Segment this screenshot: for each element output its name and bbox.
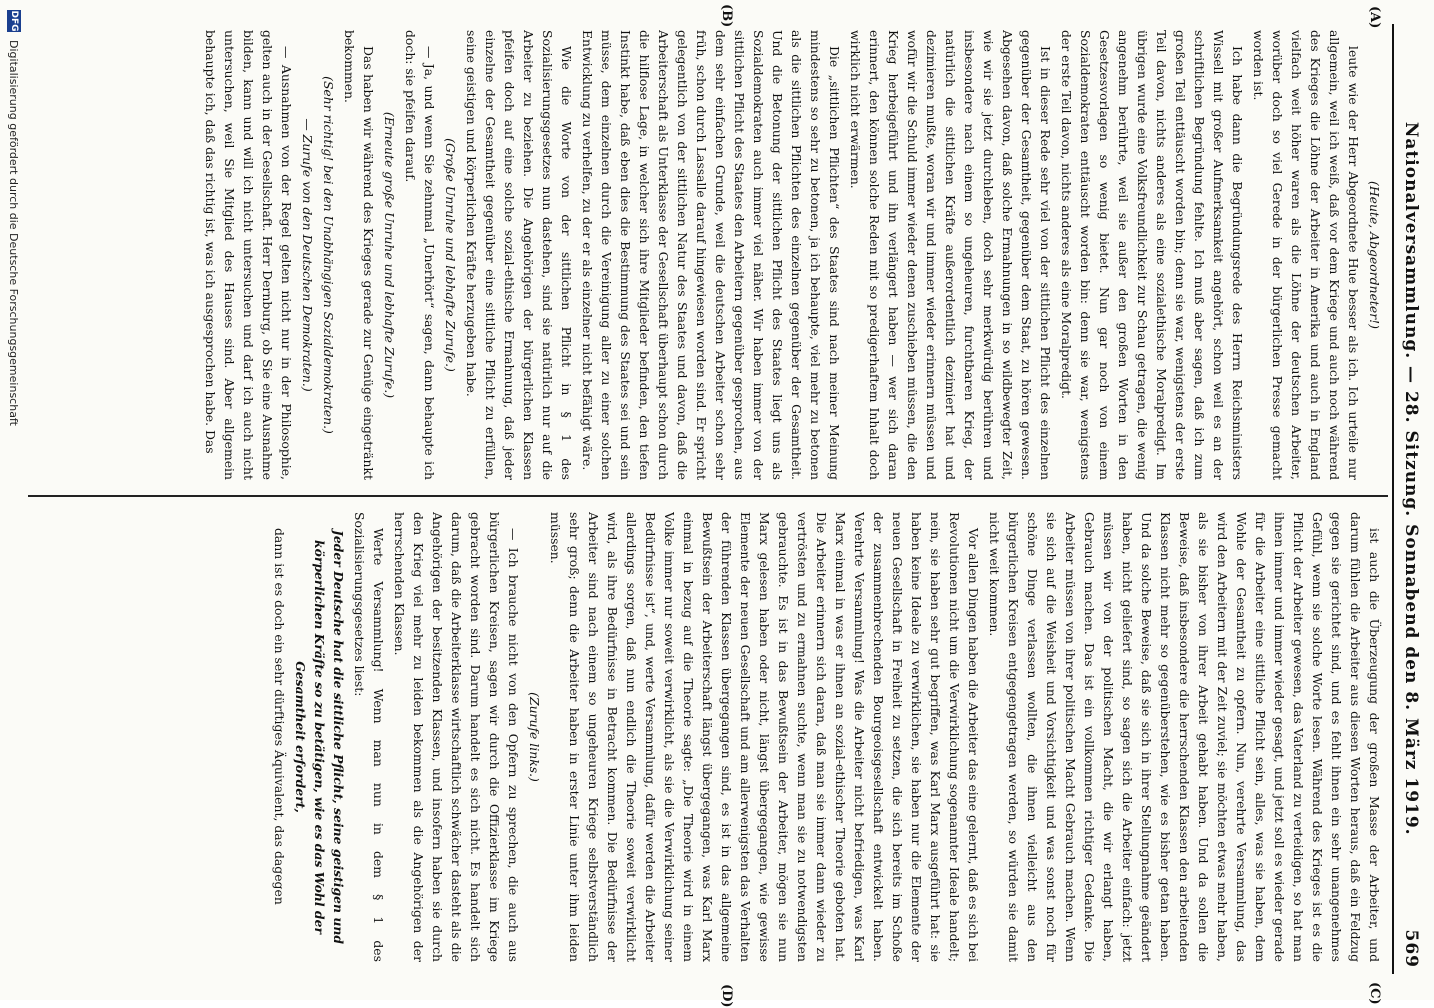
interjection: (Zurufe links.) — [527, 692, 542, 782]
margin-label-c: (C) — [1367, 982, 1382, 1005]
page-header — [1396, 28, 1426, 968]
paragraph: — Ausnahmen von der Regel gelten nicht nur in der Philosophie, gelten auch in der Gesellschaft. Herr Dernburg, ob Sie eine Ausnahme bilden, kann und will ich nicht untersuchen und darf ich auch nicht untersuchen, weil Sie Mitglied des Hauses sind. Aber allgemein behaupte ich, daß das richtig ist, was ich ausgesprochen habe. Das — [203, 30, 294, 480]
credit-text: Digitalisierung gefördert durch die Deutsche Forschungsgemeinschaft — [7, 40, 21, 426]
margin-label-a: (A) — [1367, 6, 1382, 29]
paragraph: Das haben wir während des Krieges gerade zur Genüge eingetränkt bekommen. — [342, 30, 376, 480]
paragraph: ist auch die Überzeugung der großen Masse der Arbeiter, und darum fühlen die Arbeiter aus diesen Worten heraus, daß ein Feldzug gegen sie gerichtet sind, und es fehlt ihnen ein sehr unangenehmes Gefühl, wenn sie solche Worte lesen. Während des Krieges ist es die Pflicht der Arbeiter gewesen, das Vaterland zu verteidigen, so hat man ihnen immer und immer wieder gesagt, und jetzt soll es wieder gerade für die Arbeiter eine sittliche Pflicht sein, alles, was sie haben, dem Wohle der Gesamtheit zu opfern. Nun, verehrte Versammlung, das wird den Arbeitern mit der Zeit zuviel; sie möchten etwas mehr haben, als sie bisher von ihrer Arbeit gehabt haben. Und da sollen die Beweise, daß insbesondere die herrschenden Klassen den arbeitenden Klassen nicht mehr so gegenüberstehen, wie es bisher getan haben. Und da solche Beweise, daß sie sich in ihrer Stellungnahme geändert haben, nicht geliefert sind, so sagen sich die Arbeiter einfach: jetzt müssen wir von der politischen Macht, die wir erlangt haben, Gebrauch machen. Das ist ein vollkommen richtiger Gedanke. Die Arbeiter müssen von ihrer politischen Macht Gebrauch machen. Wenn sie sich auf die Weisheit und Vorsichtigkeit und was sonst noch für schöne Dinge verlassen wollten, die ihnen vielleicht aus den bürgerlichen Kreisen entgegengetragen werden, so würden sie damit nicht weit kommen. — [987, 512, 1382, 962]
header-rule — [1392, 24, 1394, 974]
paragraph: leute wie der Herr Abgeordnete Hue besser als ich. Ich urteile nur allgemein, weil ich weiß, daß vor dem Kriege und auch noch während des Krieges die Löhne der Arbeiter in Amerika und auch in England vielfach weit höher waren als die Löhne der deutschen Arbeiter, worüber doch so viel Gerede in der bürgerlichen Presse gemacht worden ist. — [1251, 30, 1361, 480]
page-number: 569 — [1401, 929, 1421, 968]
paragraph: (Heute, Abgeordneter!) — [1367, 181, 1382, 329]
paragraph: Ist in dieser Rede sehr viel von der sittlichen Pflicht des einzelnen gegenüber der Gesamtheit, gegenüber dem Staat, zu hören gewesen. Abgesehen davon, daß solche Ermahnungen in so wildbewegter Zeit, wie wir sie jetzt durchleben, doch sehr merkwürdig berühren und insbesondere nach einem so ungeheuren, furchtbaren Krieg, der natürlich die sittlichen Kräfte außerordentlich dezimiert hat und dezimieren mußte, woran wir und immer wieder erinnern müssen und wofür wir die Schuld immer wieder denen zuschieben müssen, die den Krieg herbeigeführt und ihn verlängert haben — wer sich daran erinnert, den können solche Reden mit so predigerhaftem Inhalt doch wirklich nicht erwärmen. — [848, 30, 1053, 480]
paragraph: Wie die Worte von der sittlichen Pflicht in § 1 des Sozialisierungsgesetzes nun dastehen, sind sie natürlich nur auf die Arbeiter zu beziehen. Die Angehörigen der bürgerlichen Klassen pfeifen doch auf eine solche sozial-ethische Ermahnung, daß jeder einzelne der Gesamtheit gegenüber eine sittliche Pflicht zu erfüllen, seine geistigen und körperlichen Kräfte herzugeben habe. — [464, 30, 574, 480]
paragraph: Werte Versammlung! Wenn man nun in dem § 1 des Sozialisierungsgesetzes liest: — [352, 512, 386, 962]
margin-label-d: (D) — [719, 984, 734, 1008]
margin-label-b: (B) — [719, 4, 734, 28]
running-title: Nationalversammlung. — 28. Sitzung. Sonnabend den 8. März 1919. — [1401, 121, 1421, 836]
column-divider — [28, 495, 1388, 497]
paragraph: Die „sittlichen Pflichten“ des Staates sind nach meiner Meinung mindestens so sehr zu betonen, ja ich behaupte, viel mehr zu betonen als die sittlichen Pflichten des einzelnen gegenüber der Gesamtheit. Und die Betonung der sittlichen Pflicht des Staates liegt uns als Sozialdemokraten auch immer viel näher. Wir haben immer von der sittlichen Pflicht des Staates den Arbeitern gegenüber gesprochen, aus dem sehr einfachen Grunde, weil die deutschen Arbeiter schon sehr früh, schon durch Lassalle darauf hingewiesen worden sind. Er spricht gelegentlich von der sittlichen Natur des Staates und davon, daß die Arbeiterschaft als Unterklasse der Gesellschaft überhaupt schon durch die hilflose Lage, in welcher sich ihre Mitglieder befinden, den tiefen Instinkt habe, daß eben dies die Bestimmung des Staates sei und sein müsse, dem einzelnen durch die Vereinigung aller zu einer solchen Entwicklung zu verhelfen, zu der er als einzelner nicht befähigt wäre. — [580, 30, 842, 480]
digitization-credit — [0, 0, 28, 1000]
paragraph: Vor allen Dingen haben die Arbeiter das eine gelernt, daß es sich bei Revolutionen nicht um die Verwirklichung sogenannter Ideale handelt; nein, sie haben sehr gut begriffen, was Karl Marx ausgeführt hat: sie haben keine Ideale zu verwirklichen, sie haben nur die Elemente der neuen Gesellschaft in Freiheit zu setzen, die sich bereits im Schoße der zusammenbrechenden Bourgeoisgesellschaft entwickelt haben. Verehrte Versammlung! Was die Arbeiter nicht befriedigen, was Karl Marx einmal in was er ihnen an sozial-ethischer Theorie geboten hat. Die Arbeiter erinnern sich daran, daß man sie immer dann wieder zu vertrösten und zu ermahnen suchte, wenn man sie zu notwendigsten gebrauchte. Es ist in das Bewußtsein der Arbeiter, mögen sie nun Marx gelesen haben oder nicht, längst übergegangen, wie gewisse Elemente der neuen Gesellschaft und am allerwenigsten das Verhalten der führenden Klassen übergegangen sind, es ist in das allgemeine Bewußtsein der Arbeiterschaft längst übergegangen, was Karl Marx einmal in bezug auf die Theorie sagte: „Die Theorie wird in einem Volke immer nur soweit verwirklicht, als sie die Verwirklichung seiner Bedürfnisse ist“, und, werte Versammlung, dafür werden die Arbeiter allerdings sorgen, daß nun endlich die Theorie soweit verwirklicht wird, als ihre Bedürfnisse in Betracht kommen. Die Bedürfnisse der Arbeiter sind nach einem so ungeheuren Kriege selbstverständlich sehr groß; denn die Arbeiter haben in erster Linie unter ihm leiden müssen. — [548, 512, 981, 962]
quoted-law-text: Jeder Deutsche hat die sittliche Pflicht, seine geistigen und körperlichen Kräfte so zu betätigen, wie es das Wohl der Gesamtheit erfordert, — [293, 529, 346, 945]
left-column — [44, 30, 1384, 480]
paragraph: Ich habe dann die Begründungsrede des Herrn Reichsministers Wissell mit großer Aufmerksamkeit angehört, schon weil es an der schriftlichen Begründung fehlte. Ich muß aber sagen, daß ich zum großen Teil enttäuscht worden bin; denn sie war, wenigstens der erste Teil davon, nichts anderes als eine sozialethische Moralpredigt. Im übrigen wurde eine Volksfreundlichkeit zur Schau getragen, die wenig angenehm berührte, weil sie außer den großen Worten in den Gesetzesvorlagen so wenig bietet. Nun gar noch von einem Sozialdemokraten enttäuscht worden bin: denn sie war, wenigstens der erste Teil davon, nichts anderes als eine Moralpredigt. — [1059, 30, 1245, 480]
paragraph: — Ja, und wenn Sie zehnmal „Unerhört“ sagen, dann behaupte ich doch: sie pfeifen darauf. — [403, 30, 437, 480]
paragraph: dann ist es doch ein sehr dürftiges Äquivalent, das dagegen — [272, 528, 287, 905]
interjection: (Erneute große Unruhe und lebhafte Zurufe.) — [382, 111, 397, 399]
right-column — [44, 512, 1384, 962]
interjection: (Sehr richtig! bei den Unabhängigen Sozialdemokraten.) — [321, 76, 336, 434]
interjection: — Zurufe von den Deutschen Demokraten.) — [300, 118, 315, 392]
dfg-logo: DFG — [9, 10, 19, 32]
paragraph: — Ich brauche nicht von den Opfern zu sprechen, die auch aus bürgerlichen Kreisen, sagen wir durch die Offizierklasse im Kriege gebracht worden sind. Darum handelt es sich nicht. Es handelt sich darum, daß die Arbeiterklasse wirtschaftlich schwächer dasteht als die Angehörigen der besitzenden Klassen, und insofern haben sie durch den Krieg viel mehr zu leiden bekommen als die Angehörigen der herrschenden Klassen. — [392, 512, 521, 962]
interjection: (Große Unruhe und lebhafte Zurufe.) — [443, 138, 458, 372]
